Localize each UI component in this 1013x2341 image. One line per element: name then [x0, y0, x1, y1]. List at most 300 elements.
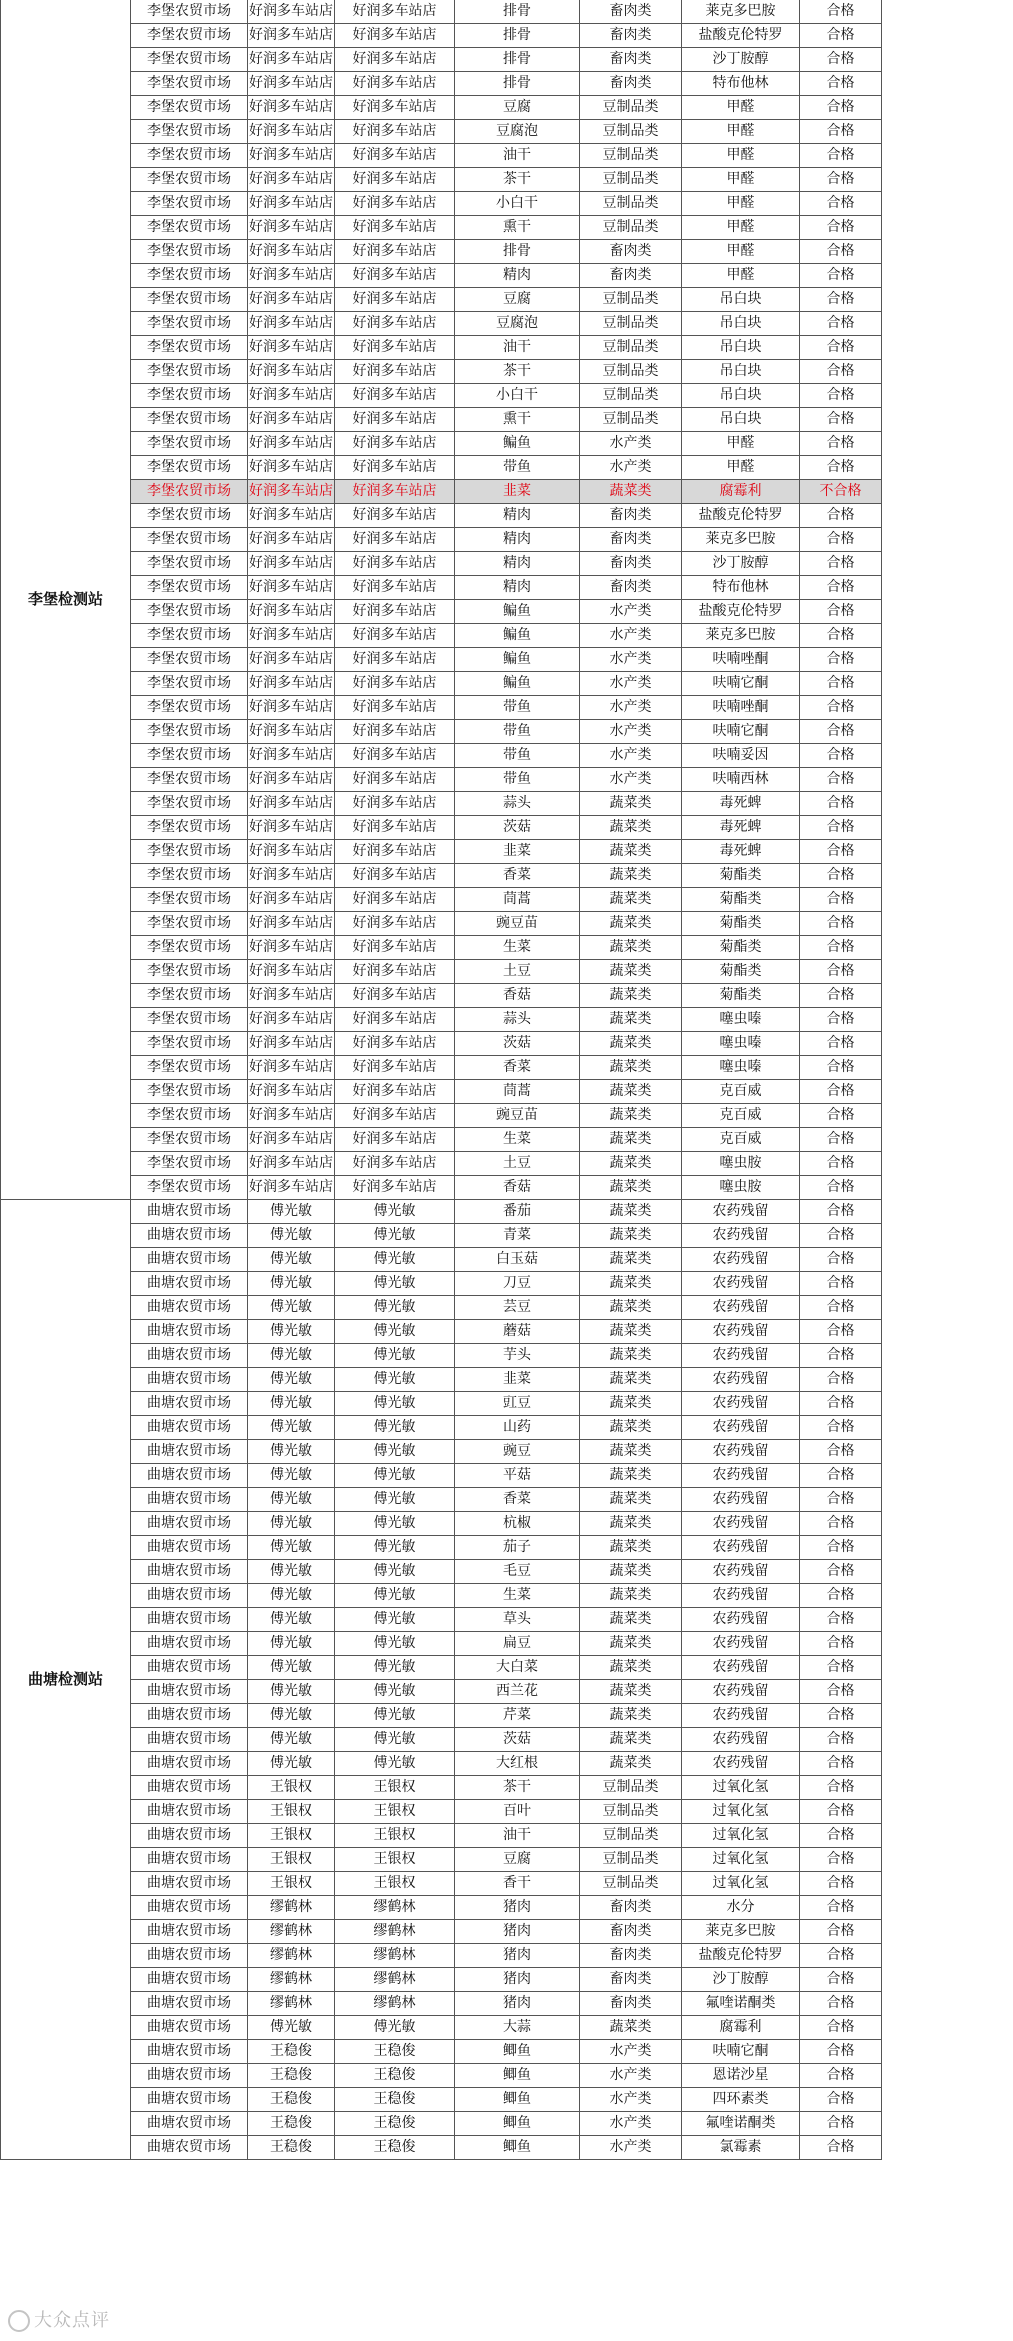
sample-cell: 猪肉	[455, 1944, 580, 1968]
category-cell: 畜肉类	[580, 1896, 682, 1920]
test-item-cell: 甲醛	[682, 216, 800, 240]
market-cell: 李堡农贸市场	[131, 888, 248, 912]
market-cell: 李堡农贸市场	[131, 696, 248, 720]
sample-cell: 精肉	[455, 552, 580, 576]
result-cell: 合格	[800, 144, 882, 168]
test-item-cell: 过氧化氢	[682, 1872, 800, 1896]
sample-cell: 香菇	[455, 1176, 580, 1200]
test-item-cell: 农药残留	[682, 1704, 800, 1728]
booth-cell: 傅光敏	[335, 1680, 455, 1704]
category-cell: 畜肉类	[580, 552, 682, 576]
test-item-cell: 吊白块	[682, 384, 800, 408]
booth-cell: 傅光敏	[335, 1224, 455, 1248]
market-cell: 李堡农贸市场	[131, 864, 248, 888]
sample-cell: 猪肉	[455, 1896, 580, 1920]
vendor-cell: 傅光敏	[248, 1296, 335, 1320]
result-cell: 合格	[800, 1848, 882, 1872]
result-cell: 不合格	[800, 480, 882, 504]
sample-cell: 蘑菇	[455, 1320, 580, 1344]
market-cell: 曲塘农贸市场	[131, 1488, 248, 1512]
booth-cell: 好润多车站店	[335, 168, 455, 192]
test-item-cell: 噻虫胺	[682, 1152, 800, 1176]
sample-cell: 茼蒿	[455, 1080, 580, 1104]
booth-cell: 王银权	[335, 1776, 455, 1800]
market-cell: 李堡农贸市场	[131, 312, 248, 336]
vendor-cell: 好润多车站店	[248, 480, 335, 504]
category-cell: 蔬菜类	[580, 1560, 682, 1584]
result-cell: 合格	[800, 1344, 882, 1368]
booth-cell: 傅光敏	[335, 1296, 455, 1320]
vendor-cell: 好润多车站店	[248, 504, 335, 528]
vendor-cell: 缪鹤林	[248, 1920, 335, 1944]
vendor-cell: 好润多车站店	[248, 1176, 335, 1200]
vendor-cell: 好润多车站店	[248, 552, 335, 576]
vendor-cell: 好润多车站店	[248, 168, 335, 192]
booth-cell: 傅光敏	[335, 1320, 455, 1344]
booth-cell: 傅光敏	[335, 1200, 455, 1224]
market-cell: 李堡农贸市场	[131, 1032, 248, 1056]
category-cell: 蔬菜类	[580, 1008, 682, 1032]
category-cell: 蔬菜类	[580, 1416, 682, 1440]
vendor-cell: 好润多车站店	[248, 312, 335, 336]
market-cell: 李堡农贸市场	[131, 264, 248, 288]
market-cell: 李堡农贸市场	[131, 192, 248, 216]
market-cell: 李堡农贸市场	[131, 216, 248, 240]
table-row	[1, 1416, 882, 1440]
vendor-cell: 王稳俊	[248, 2112, 335, 2136]
category-cell: 豆制品类	[580, 384, 682, 408]
sample-cell: 茶干	[455, 168, 580, 192]
table-row	[1, 1800, 882, 1824]
booth-cell: 傅光敏	[335, 1512, 455, 1536]
booth-cell: 好润多车站店	[335, 936, 455, 960]
sample-cell: 香菇	[455, 984, 580, 1008]
market-cell: 曲塘农贸市场	[131, 1344, 248, 1368]
vendor-cell: 好润多车站店	[248, 408, 335, 432]
vendor-cell: 缪鹤林	[248, 1992, 335, 2016]
category-cell: 畜肉类	[580, 72, 682, 96]
sample-cell: 鲫鱼	[455, 2112, 580, 2136]
result-cell: 合格	[800, 672, 882, 696]
vendor-cell: 傅光敏	[248, 1464, 335, 1488]
test-item-cell: 农药残留	[682, 1728, 800, 1752]
category-cell: 蔬菜类	[580, 1104, 682, 1128]
sample-cell: 生菜	[455, 1584, 580, 1608]
category-cell: 水产类	[580, 2040, 682, 2064]
result-cell: 合格	[800, 2088, 882, 2112]
market-cell: 李堡农贸市场	[131, 984, 248, 1008]
result-cell: 合格	[800, 384, 882, 408]
result-cell: 合格	[800, 528, 882, 552]
sample-cell: 小白干	[455, 384, 580, 408]
table-row	[1, 840, 882, 864]
table-row	[1, 312, 882, 336]
vendor-cell: 好润多车站店	[248, 96, 335, 120]
test-item-cell: 甲醛	[682, 192, 800, 216]
result-cell: 合格	[800, 1512, 882, 1536]
sample-cell: 芹菜	[455, 1704, 580, 1728]
sample-cell: 豆腐	[455, 96, 580, 120]
booth-cell: 好润多车站店	[335, 912, 455, 936]
booth-cell: 傅光敏	[335, 1344, 455, 1368]
table-row	[1, 1080, 882, 1104]
market-cell: 曲塘农贸市场	[131, 1464, 248, 1488]
test-item-cell: 农药残留	[682, 1440, 800, 1464]
result-cell: 合格	[800, 1200, 882, 1224]
vendor-cell: 好润多车站店	[248, 288, 335, 312]
sample-cell: 猪肉	[455, 1992, 580, 2016]
test-item-cell: 菊酯类	[682, 888, 800, 912]
market-cell: 曲塘农贸市场	[131, 1536, 248, 1560]
table-row	[1, 1488, 882, 1512]
booth-cell: 好润多车站店	[335, 1128, 455, 1152]
sample-cell: 白玉菇	[455, 1248, 580, 1272]
sample-cell: 猪肉	[455, 1920, 580, 1944]
booth-cell: 傅光敏	[335, 2016, 455, 2040]
table-row	[1, 1632, 882, 1656]
table-row	[1, 1272, 882, 1296]
sample-cell: 香菜	[455, 1056, 580, 1080]
test-item-cell: 菊酯类	[682, 960, 800, 984]
vendor-cell: 王银权	[248, 1800, 335, 1824]
result-cell: 合格	[800, 408, 882, 432]
test-item-cell: 噻虫胺	[682, 1176, 800, 1200]
vendor-cell: 傅光敏	[248, 1560, 335, 1584]
table-row	[1, 1152, 882, 1176]
sample-cell: 草头	[455, 1608, 580, 1632]
sample-cell: 土豆	[455, 960, 580, 984]
result-cell: 合格	[800, 2112, 882, 2136]
test-item-cell: 毒死蜱	[682, 816, 800, 840]
booth-cell: 好润多车站店	[335, 408, 455, 432]
table-row	[1, 1320, 882, 1344]
booth-cell: 好润多车站店	[335, 120, 455, 144]
sample-cell: 生菜	[455, 1128, 580, 1152]
sample-cell: 百叶	[455, 1800, 580, 1824]
market-cell: 李堡农贸市场	[131, 0, 248, 24]
result-cell: 合格	[800, 552, 882, 576]
category-cell: 水产类	[580, 648, 682, 672]
result-cell: 合格	[800, 2064, 882, 2088]
test-item-cell: 农药残留	[682, 1584, 800, 1608]
test-item-cell: 农药残留	[682, 1416, 800, 1440]
category-cell: 豆制品类	[580, 1872, 682, 1896]
sample-cell: 大白菜	[455, 1656, 580, 1680]
booth-cell: 好润多车站店	[335, 312, 455, 336]
sample-cell: 芋头	[455, 1344, 580, 1368]
sample-cell: 鲫鱼	[455, 2136, 580, 2160]
sample-cell: 平菇	[455, 1464, 580, 1488]
category-cell: 蔬菜类	[580, 1200, 682, 1224]
sample-cell: 山药	[455, 1416, 580, 1440]
test-item-cell: 克百威	[682, 1080, 800, 1104]
result-cell: 合格	[800, 1368, 882, 1392]
category-cell: 蔬菜类	[580, 1728, 682, 1752]
table-row	[1, 240, 882, 264]
booth-cell: 好润多车站店	[335, 792, 455, 816]
market-cell: 李堡农贸市场	[131, 1008, 248, 1032]
table-row	[1, 24, 882, 48]
test-item-cell: 农药残留	[682, 1272, 800, 1296]
test-item-cell: 沙丁胺醇	[682, 1968, 800, 1992]
sample-cell: 扁豆	[455, 1632, 580, 1656]
booth-cell: 好润多车站店	[335, 528, 455, 552]
category-cell: 蔬菜类	[580, 1344, 682, 1368]
result-cell: 合格	[800, 864, 882, 888]
booth-cell: 好润多车站店	[335, 960, 455, 984]
market-cell: 李堡农贸市场	[131, 288, 248, 312]
market-cell: 曲塘农贸市场	[131, 1704, 248, 1728]
sample-cell: 蒜头	[455, 1008, 580, 1032]
market-cell: 李堡农贸市场	[131, 912, 248, 936]
market-cell: 曲塘农贸市场	[131, 1320, 248, 1344]
vendor-cell: 傅光敏	[248, 1392, 335, 1416]
booth-cell: 傅光敏	[335, 1656, 455, 1680]
booth-cell: 王稳俊	[335, 2064, 455, 2088]
result-cell: 合格	[800, 1536, 882, 1560]
vendor-cell: 好润多车站店	[248, 624, 335, 648]
table-row	[1, 648, 882, 672]
test-item-cell: 盐酸克伦特罗	[682, 504, 800, 528]
booth-cell: 王银权	[335, 1800, 455, 1824]
sample-cell: 熏干	[455, 216, 580, 240]
vendor-cell: 王银权	[248, 1872, 335, 1896]
table-row	[1, 1248, 882, 1272]
market-cell: 李堡农贸市场	[131, 1056, 248, 1080]
category-cell: 畜肉类	[580, 1920, 682, 1944]
table-row	[1, 1680, 882, 1704]
booth-cell: 好润多车站店	[335, 1032, 455, 1056]
vendor-cell: 好润多车站店	[248, 1104, 335, 1128]
table-row	[1, 456, 882, 480]
table-row	[1, 744, 882, 768]
vendor-cell: 好润多车站店	[248, 264, 335, 288]
sample-cell: 大红根	[455, 1752, 580, 1776]
sample-cell: 豆腐泡	[455, 312, 580, 336]
table-row	[1, 120, 882, 144]
market-cell: 曲塘农贸市场	[131, 1872, 248, 1896]
booth-cell: 好润多车站店	[335, 840, 455, 864]
result-cell: 合格	[800, 1920, 882, 1944]
vendor-cell: 好润多车站店	[248, 1152, 335, 1176]
result-cell: 合格	[800, 1656, 882, 1680]
booth-cell: 好润多车站店	[335, 72, 455, 96]
booth-cell: 缪鹤林	[335, 1896, 455, 1920]
table-row	[1, 1824, 882, 1848]
booth-cell: 好润多车站店	[335, 264, 455, 288]
sample-cell: 刀豆	[455, 1272, 580, 1296]
result-cell: 合格	[800, 768, 882, 792]
sample-cell: 猪肉	[455, 1968, 580, 1992]
booth-cell: 好润多车站店	[335, 768, 455, 792]
category-cell: 蔬菜类	[580, 960, 682, 984]
test-item-cell: 过氧化氢	[682, 1824, 800, 1848]
category-cell: 蔬菜类	[580, 1632, 682, 1656]
test-item-cell: 四环素类	[682, 2088, 800, 2112]
result-cell: 合格	[800, 1824, 882, 1848]
booth-cell: 傅光敏	[335, 1488, 455, 1512]
sample-cell: 韭菜	[455, 1368, 580, 1392]
category-cell: 畜肉类	[580, 24, 682, 48]
vendor-cell: 好润多车站店	[248, 240, 335, 264]
category-cell: 蔬菜类	[580, 1032, 682, 1056]
category-cell: 蔬菜类	[580, 1656, 682, 1680]
market-cell: 曲塘农贸市场	[131, 1800, 248, 1824]
booth-cell: 好润多车站店	[335, 24, 455, 48]
booth-cell: 好润多车站店	[335, 1152, 455, 1176]
test-item-cell: 特布他林	[682, 72, 800, 96]
result-cell: 合格	[800, 1128, 882, 1152]
result-cell: 合格	[800, 504, 882, 528]
booth-cell: 好润多车站店	[335, 192, 455, 216]
category-cell: 蔬菜类	[580, 912, 682, 936]
market-cell: 李堡农贸市场	[131, 456, 248, 480]
market-cell: 李堡农贸市场	[131, 240, 248, 264]
category-cell: 蔬菜类	[580, 1080, 682, 1104]
vendor-cell: 好润多车站店	[248, 24, 335, 48]
result-cell: 合格	[800, 1800, 882, 1824]
test-item-cell: 农药残留	[682, 1752, 800, 1776]
category-cell: 水产类	[580, 2064, 682, 2088]
test-item-cell: 吊白块	[682, 312, 800, 336]
market-cell: 李堡农贸市场	[131, 552, 248, 576]
test-item-cell: 氟喹诺酮类	[682, 1992, 800, 2016]
station-cell: 李堡检测站	[1, 0, 131, 1200]
table-row	[1, 1368, 882, 1392]
market-cell: 李堡农贸市场	[131, 768, 248, 792]
booth-cell: 好润多车站店	[335, 0, 455, 24]
result-cell: 合格	[800, 624, 882, 648]
result-cell: 合格	[800, 1392, 882, 1416]
table-row	[1, 480, 882, 504]
table-row	[1, 528, 882, 552]
booth-cell: 好润多车站店	[335, 648, 455, 672]
table-row	[1, 864, 882, 888]
vendor-cell: 傅光敏	[248, 2016, 335, 2040]
test-item-cell: 噻虫嗪	[682, 1008, 800, 1032]
sample-cell: 茶干	[455, 360, 580, 384]
booth-cell: 傅光敏	[335, 1608, 455, 1632]
table-row	[1, 1656, 882, 1680]
booth-cell: 好润多车站店	[335, 576, 455, 600]
test-item-cell: 噻虫嗪	[682, 1032, 800, 1056]
booth-cell: 好润多车站店	[335, 984, 455, 1008]
result-cell: 合格	[800, 1464, 882, 1488]
test-item-cell: 盐酸克伦特罗	[682, 1944, 800, 1968]
table-row	[1, 168, 882, 192]
result-cell: 合格	[800, 1488, 882, 1512]
vendor-cell: 好润多车站店	[248, 912, 335, 936]
test-item-cell: 甲醛	[682, 96, 800, 120]
vendor-cell: 好润多车站店	[248, 576, 335, 600]
station-cell: 曲塘检测站	[1, 1200, 131, 2160]
vendor-cell: 傅光敏	[248, 1512, 335, 1536]
booth-cell: 缪鹤林	[335, 1944, 455, 1968]
market-cell: 曲塘农贸市场	[131, 1992, 248, 2016]
table-row	[1, 552, 882, 576]
vendor-cell: 好润多车站店	[248, 792, 335, 816]
test-item-cell: 腐霉利	[682, 480, 800, 504]
test-item-cell: 克百威	[682, 1104, 800, 1128]
test-item-cell: 农药残留	[682, 1656, 800, 1680]
result-cell: 合格	[800, 72, 882, 96]
sample-cell: 豆腐	[455, 1848, 580, 1872]
test-item-cell: 噻虫嗪	[682, 1056, 800, 1080]
sample-cell: 排骨	[455, 0, 580, 24]
booth-cell: 好润多车站店	[335, 720, 455, 744]
category-cell: 蔬菜类	[580, 888, 682, 912]
sample-cell: 芸豆	[455, 1296, 580, 1320]
table-row	[1, 144, 882, 168]
category-cell: 豆制品类	[580, 192, 682, 216]
market-cell: 李堡农贸市场	[131, 480, 248, 504]
market-cell: 李堡农贸市场	[131, 1104, 248, 1128]
sample-cell: 香菜	[455, 1488, 580, 1512]
booth-cell: 好润多车站店	[335, 240, 455, 264]
category-cell: 畜肉类	[580, 0, 682, 24]
sample-cell: 油干	[455, 144, 580, 168]
booth-cell: 缪鹤林	[335, 1992, 455, 2016]
category-cell: 蔬菜类	[580, 1704, 682, 1728]
table-row	[1, 720, 882, 744]
test-item-cell: 呋喃唑酮	[682, 696, 800, 720]
market-cell: 曲塘农贸市场	[131, 1368, 248, 1392]
booth-cell: 傅光敏	[335, 1536, 455, 1560]
vendor-cell: 傅光敏	[248, 1608, 335, 1632]
test-item-cell: 腐霉利	[682, 2016, 800, 2040]
booth-cell: 傅光敏	[335, 1704, 455, 1728]
result-cell: 合格	[800, 1008, 882, 1032]
vendor-cell: 好润多车站店	[248, 1056, 335, 1080]
market-cell: 李堡农贸市场	[131, 24, 248, 48]
table-row	[1, 1704, 882, 1728]
booth-cell: 好润多车站店	[335, 552, 455, 576]
test-item-cell: 呋喃妥因	[682, 744, 800, 768]
sample-cell: 豆腐	[455, 288, 580, 312]
booth-cell: 傅光敏	[335, 1728, 455, 1752]
market-cell: 曲塘农贸市场	[131, 1512, 248, 1536]
sample-cell: 韭菜	[455, 480, 580, 504]
result-cell: 合格	[800, 240, 882, 264]
test-item-cell: 莱克多巴胺	[682, 0, 800, 24]
category-cell: 水产类	[580, 744, 682, 768]
test-item-cell: 呋喃西林	[682, 768, 800, 792]
market-cell: 曲塘农贸市场	[131, 1752, 248, 1776]
market-cell: 李堡农贸市场	[131, 960, 248, 984]
sample-cell: 精肉	[455, 576, 580, 600]
sample-cell: 鲫鱼	[455, 2088, 580, 2112]
market-cell: 李堡农贸市场	[131, 360, 248, 384]
test-item-cell: 甲醛	[682, 432, 800, 456]
booth-cell: 好润多车站店	[335, 432, 455, 456]
category-cell: 豆制品类	[580, 144, 682, 168]
category-cell: 豆制品类	[580, 360, 682, 384]
table-row	[1, 1032, 882, 1056]
result-cell: 合格	[800, 744, 882, 768]
test-item-cell: 吊白块	[682, 360, 800, 384]
booth-cell: 王稳俊	[335, 2040, 455, 2064]
table-row	[1, 2136, 882, 2160]
category-cell: 豆制品类	[580, 408, 682, 432]
market-cell: 李堡农贸市场	[131, 96, 248, 120]
booth-cell: 傅光敏	[335, 1632, 455, 1656]
test-item-cell: 吊白块	[682, 288, 800, 312]
table-row	[1, 384, 882, 408]
category-cell: 蔬菜类	[580, 1224, 682, 1248]
result-cell: 合格	[800, 696, 882, 720]
test-item-cell: 农药残留	[682, 1464, 800, 1488]
category-cell: 蔬菜类	[580, 1272, 682, 1296]
